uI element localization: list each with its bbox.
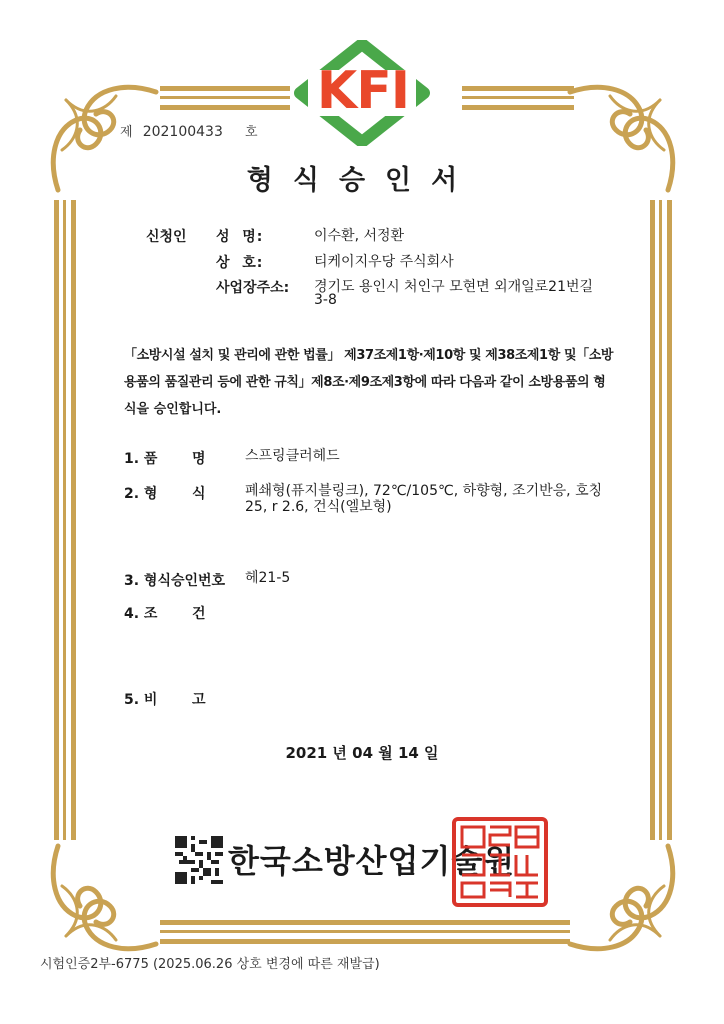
certificate-number (120, 121, 258, 140)
condition-label-number: 4. 조 (124, 606, 158, 622)
issuer-name: 한국소방산업기술원 (228, 842, 516, 880)
corner-flourish-bottom-right (560, 836, 680, 956)
product-label-number: 1. 품 (124, 451, 158, 467)
type-label-number: 2. 형 (124, 486, 158, 502)
applicant-section-label: 신청인 (146, 229, 187, 245)
issue-date: 2021 년 04 월 14 일 (285, 744, 439, 762)
name-label: 성 명: (216, 229, 264, 245)
remarks-label-end: 고 (192, 692, 206, 708)
qr-code-icon (175, 836, 223, 884)
statement-line-2: 용품의 품질관리 등에 관한 규칙」제8조·제9조제3항에 따라 다음과 같이 소방용품의 형 (124, 375, 606, 390)
product-label-end: 명 (192, 451, 206, 467)
company-value: 티케이지우당 주식회사 (314, 254, 454, 270)
name-value: 이수환, 서정환 (314, 228, 405, 244)
reissue-note: 시험인증2부-6775 (2025.06.26 상호 변경에 따른 재발급) (40, 957, 380, 972)
corner-flourish-bottom-left (46, 836, 166, 956)
product-value: 스프링클러헤드 (245, 448, 340, 464)
official-seal-stamp-icon (452, 817, 548, 907)
kfi-logo-text: KFI (316, 61, 410, 121)
type-value-line-1: 폐쇄형(퓨지블링크), 72℃/105℃, 하향형, 조기반응, 호칭 (245, 483, 603, 499)
condition-label-end: 건 (192, 606, 206, 622)
address-label: 사업장주소: (216, 280, 290, 296)
approval-number-value: 헤21-5 (245, 570, 291, 586)
certificate-number-value: 202100433 (142, 124, 223, 140)
certificate-number-suffix: 호 (245, 125, 258, 140)
approval-statement (124, 342, 614, 423)
address-line-1: 경기도 용인시 처인구 모현면 외개일로21번길 (314, 279, 594, 295)
type-value-line-2: 25, r 2.6, 건식(엘보형) (245, 499, 392, 515)
statement-line-3: 식을 승인합니다. (124, 402, 222, 417)
type-label-end: 식 (192, 486, 206, 502)
remarks-label-number: 5. 비 (124, 692, 158, 708)
certificate-number-prefix: 제 (120, 125, 133, 140)
approval-number-label: 3. 형식승인번호 (124, 573, 226, 589)
statement-line-1: 「소방시설 설치 및 관리에 관한 법률」 제37조제1항·제10항 및 제38조제1항 및「소방 (124, 348, 614, 363)
document-title: 형식승인서 (246, 165, 478, 196)
address-line-2: 3-8 (314, 292, 337, 308)
company-label: 상 호: (216, 255, 264, 271)
